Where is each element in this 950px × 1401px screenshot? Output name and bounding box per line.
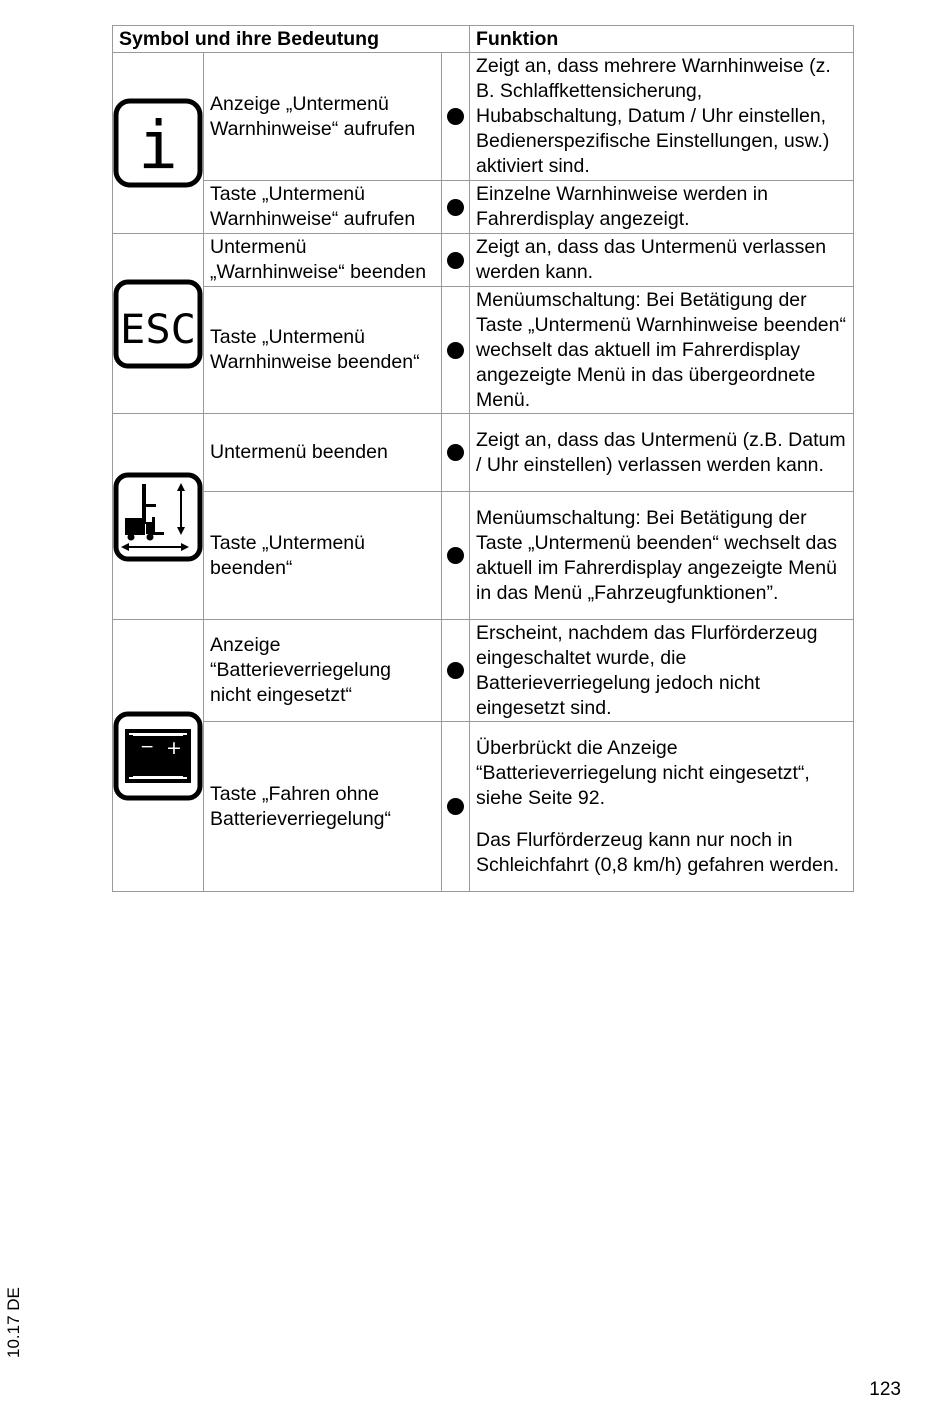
row-function: Erscheint, nachdem das Flurförderzeug eingeschaltet wurde, die Batterieverriegelung jedoch nicht eingesetzt sind. <box>470 620 854 722</box>
info-icon-glyph: i <box>138 107 178 184</box>
table-header-row <box>113 26 854 53</box>
header-function: Funktion <box>470 26 854 53</box>
row-label: Taste „Untermenü beenden“ <box>204 492 442 620</box>
icon-cell-info <box>113 53 204 234</box>
status-dot-cell <box>442 181 470 234</box>
row-function: Zeigt an, dass das Untermenü verlassen werden kann. <box>470 234 854 287</box>
info-icon <box>113 98 203 188</box>
status-dot-cell <box>442 492 470 620</box>
esc-icon-glyph: ESC <box>120 306 196 353</box>
edition-label: 10.17 DE <box>4 1287 23 1358</box>
esc-icon <box>113 279 203 369</box>
row-function-note: Das Flurförderzeug kann nur noch in Schleichfahrt (0,8 km/h) gefahren werden. <box>476 828 840 876</box>
bullet-dot-icon <box>447 662 464 679</box>
battery-minus-glyph: − <box>140 736 155 757</box>
forklift-icon <box>113 472 203 562</box>
row-function: Zeigt an, dass das Untermenü (z.B. Datum / Uhr einstellen) verlassen werden kann. <box>470 414 854 492</box>
status-dot-cell <box>442 234 470 287</box>
bullet-dot-icon <box>447 444 464 461</box>
row-function: Zeigt an, dass mehrere Warnhinweise (z. B. Schlaffkettensicherung, Hubabschaltung, Datum / Uhr einstellen, Bedienerspezifische Einstellungen, usw.) aktiviert sind. <box>470 53 854 181</box>
row-function: Überbrückt die Anzeige “Batterieverriegelung nicht eingesetzt“, siehe Seite 92. <box>476 736 810 809</box>
status-dot-cell <box>442 722 470 892</box>
row-label: Untermenü „Warnhinweise“ beenden <box>204 234 442 287</box>
bullet-dot-icon <box>447 547 464 564</box>
header-symbol: Symbol und ihre Bedeutung <box>113 26 470 53</box>
page-number: 123 <box>869 1379 901 1400</box>
table-row <box>113 234 854 287</box>
row-label: Anzeige „Untermenü Warnhinweise“ aufrufen <box>204 53 442 181</box>
bullet-dot-icon <box>447 108 464 125</box>
row-label: Untermenü beenden <box>204 414 442 492</box>
status-dot-cell <box>442 620 470 722</box>
row-function: Einzelne Warnhinweise werden in Fahrerdisplay angezeigt. <box>470 181 854 234</box>
table-row <box>113 620 854 722</box>
symbol-function-table <box>112 25 854 892</box>
table-row <box>113 414 854 492</box>
table-row <box>113 287 854 414</box>
bullet-dot-icon <box>447 342 464 359</box>
status-dot-cell <box>442 53 470 181</box>
icon-cell-forklift <box>113 414 204 620</box>
table-row <box>113 492 854 620</box>
table-row <box>113 722 854 892</box>
bullet-dot-icon <box>447 199 464 216</box>
bullet-dot-icon <box>447 252 464 269</box>
table-row <box>113 181 854 234</box>
bullet-dot-icon <box>447 798 464 815</box>
row-function: Menüumschaltung: Bei Betätigung der Taste „Untermenü Warnhinweise beenden“ wechselt das aktuell im Fahrerdisplay angezeigte Menü in das übergeordnete Menü. <box>470 287 854 414</box>
row-label: Taste „Fahren ohne Batterieverriegelung“ <box>204 722 442 892</box>
row-function-multi <box>470 722 854 892</box>
icon-cell-battery <box>113 620 204 892</box>
row-label: Anzeige “Batterieverriegelung nicht eingesetzt“ <box>204 620 442 722</box>
table-row <box>113 53 854 181</box>
icon-cell-esc <box>113 234 204 414</box>
status-dot-cell <box>442 414 470 492</box>
battery-icon <box>113 711 203 801</box>
battery-plus-glyph: + <box>166 736 182 759</box>
row-function: Menüumschaltung: Bei Betätigung der Taste „Untermenü beenden“ wechselt das aktuell im Fahrerdisplay angezeigte Menü in das Menü „Fahrzeugfunktionen”. <box>470 492 854 620</box>
row-label: Taste „Untermenü Warnhinweise beenden“ <box>204 287 442 414</box>
row-label: Taste „Untermenü Warnhinweise“ aufrufen <box>204 181 442 234</box>
status-dot-cell <box>442 287 470 414</box>
